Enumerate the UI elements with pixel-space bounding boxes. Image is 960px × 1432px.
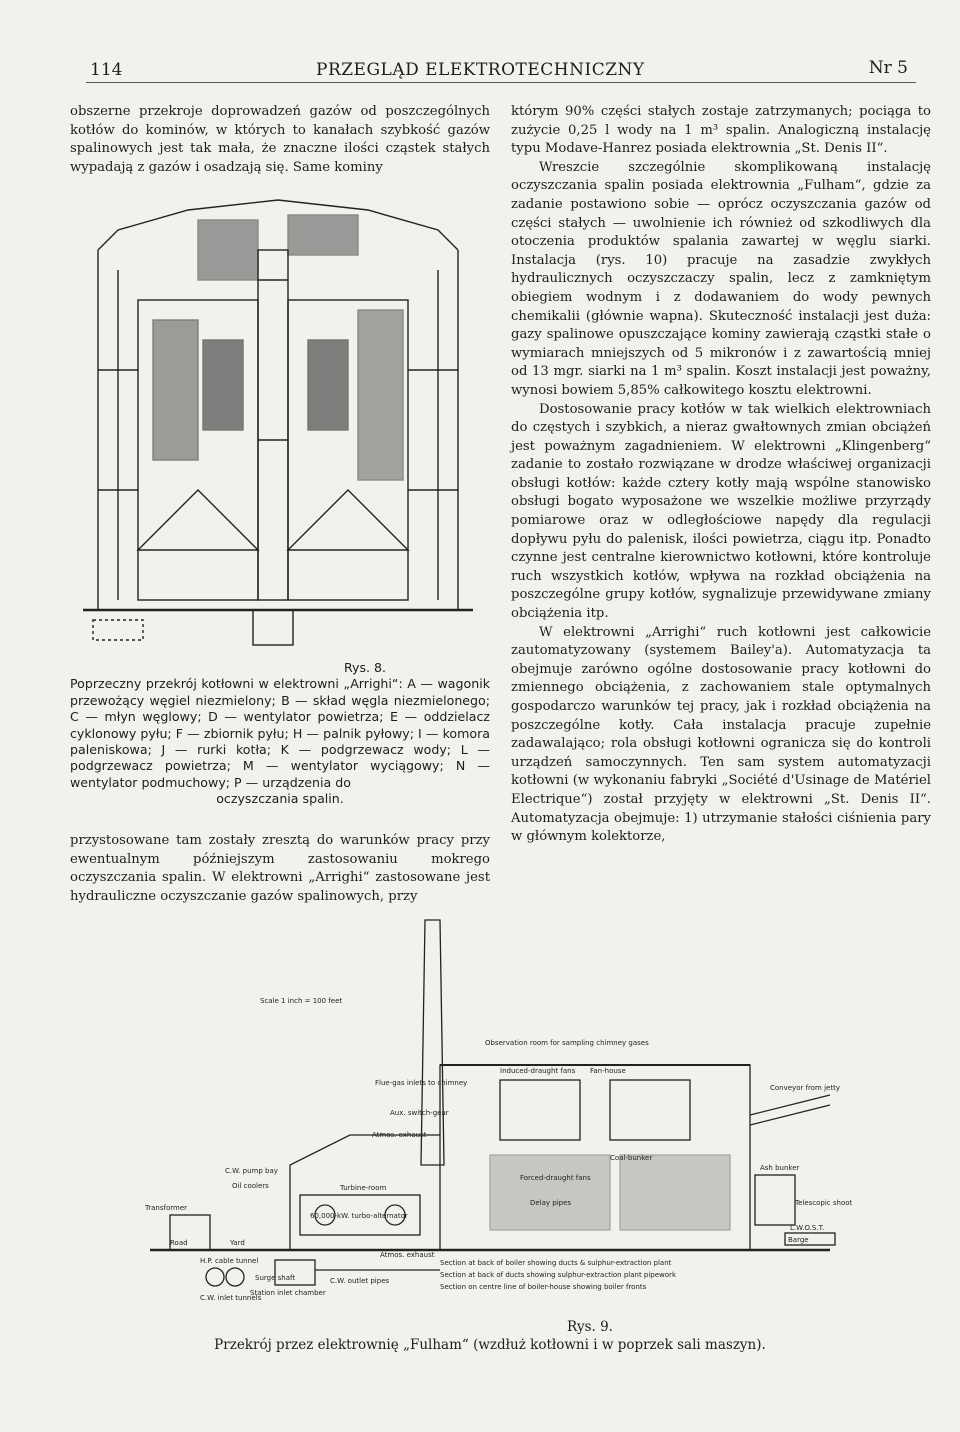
paragraph: W elektrowni „Arrighi“ ruch kotłowni jest całkowicie zautomatyzowany (systemem Bailey'a). Automatyzacja ta obejmuje zarówno ogólne dostosowanie pracy kotłowni do zmiennego obciążenia, z zachowaniem stale optymalnych gospodarczo warunków tej pracy, jak i rozkład obciążenia na poszczególne kotły. Cała instalacja pracuje zupełnie zadawalająco; rola obsługi kotłowni ogranicza się do kontroli urządzeń samoczynnych. Ten sam system automatyzacji kotłowni (w wykonaniu fabryki „Société d'Usinage de Matériel Electrique“) został przyjęty w elektrowni „St. Denis II“. Automatyzacja obejmuje: 1) utrzymanie stałości ciśnienia pary w głównym kolektorze, [511, 624, 931, 845]
fig9-label-flue: Flue-gas inlets to chimney [375, 1079, 468, 1087]
fig9-label-telescopic: Telescopic shoot [795, 1199, 853, 1207]
fig9-label-sec1: Section at back of boiler showing ducts & sulphur-extraction plant [440, 1259, 672, 1267]
fig9-label-atmos1: Atmos. exhaust [372, 1131, 427, 1139]
fig9-label-induced: Induced-draught fans [500, 1067, 576, 1075]
fig9-label-yard: Yard [230, 1239, 245, 1247]
fig9-label-atmos2: Atmos. exhaust [380, 1251, 435, 1259]
fig9-label-hp: H.P. cable tunnel [200, 1257, 259, 1265]
figure-9-caption-text: Przekrój przez elektrownię „Fulham“ (wzdłuż kotłowni i w poprzek sali maszyn). [214, 1337, 766, 1353]
fig9-label-aux: Aux. switch-gear [390, 1109, 449, 1117]
paragraph: obszerne przekroje doprowadzeń gazów od poszczególnych kotłów do kominów, w których to kanałach szybkość gazów spalinowych jest tak mała, że znaczne ilości cząstek stałych wypadają z gazów i osadzają się. Same kominy [70, 104, 490, 175]
fig9-label-cwoutlet: C.W. outlet pipes [330, 1277, 390, 1285]
fig9-label-oil: Oil coolers [232, 1182, 269, 1190]
fig9-label-transformer: Transformer [145, 1204, 188, 1212]
fig9-label-surge: Surge shaft [255, 1274, 296, 1282]
fig9-label-turbine: Turbine-room [340, 1184, 387, 1192]
figure-9-caption [140, 1318, 840, 1354]
fig9-label-delay: Delay pipes [530, 1199, 572, 1207]
fig9-label-sec3: Section on centre line of boiler-house showing boiler fronts [440, 1283, 647, 1291]
journal-title: PRZEGLĄD ELEKTROTECHNICZNY [316, 60, 645, 80]
fig9-label-ash: Ash bunker [760, 1164, 800, 1172]
fig9-label-coal: Coal-bunker [610, 1154, 653, 1162]
right-column [511, 103, 931, 847]
header-rule [86, 82, 916, 83]
fig9-label-sec2: Section at back of ducts showing sulphur-extraction plant pipework [440, 1271, 676, 1279]
figure-8-drawing [78, 190, 478, 660]
fig9-label-road: Road [170, 1239, 188, 1247]
fig9-label-cwinlet: C.W. inlet tunnels [200, 1294, 262, 1302]
paragraph: Wreszcie szczególnie skomplikowaną instalację oczyszczania spalin posiada elektrownia „Fulham“, gdzie za zadanie postawiono sobie — oprócz oczyszczania gazów od części stałych — uwolnienie ich również od szkodliwych dla otoczenia produktów spalania zawartej w węglu siarki. Instalacja (rys. 10) pracuje na zasadzie zwykłych hydraulicznych oczyszczaczy spalin, lecz z zamkniętym obiegiem wodnym i z dodawaniem do wody pewnych chemikalii (głównie wapna). Skuteczność instalacji jest duża: gazy spalinowe opuszczające kominy zawierają cząstki stałe o wymiarach mniejszych od 5 mikronów i z zawartością mniej od 13 mgr. siarki na 1 m³ spalin. Koszt instalacji jest poważny, wynosi bowiem 5,85% całkowitego kosztu elektrowni. [511, 159, 931, 398]
page-header [86, 58, 916, 84]
paragraph: przystosowane tam zostały zresztą do warunków pracy przy ewentualnym późniejszym zastosowaniu mokrego oczyszczania spalin. W elektrowni „Arrighi“ zastosowane jest hydrauliczne oczyszczanie gazów spalinowych, przy [70, 833, 490, 904]
fig9-label-lwost: L.W.O.S.T. [790, 1224, 825, 1232]
fig9-label-scale: Scale 1 inch = 100 feet [260, 997, 343, 1005]
fig9-label-observation: Observation room for sampling chimney gases [485, 1039, 649, 1047]
figure-8-caption-end: oczyszczania spalin. [216, 791, 344, 807]
fig9-label-barge: Barge [788, 1236, 809, 1244]
fig9-label-cwpump: C.W. pump bay [225, 1167, 278, 1175]
figure-9-drawing [140, 915, 853, 1315]
left-column-top [70, 103, 490, 177]
figure-9-label: Rys. 9. [567, 1319, 613, 1335]
fig9-label-conveyor: Conveyor from jetty [770, 1084, 840, 1092]
figure-8-caption-body: Poprzeczny przekrój kotłowni w elektrowni „Arrighi“: A — wagonik przewożący węgiel niezmielony; B — skład węgla niezmielonego; C — młyn węglowy; D — wentylator powietrza; E — oddzielacz cyklonowy pyłu; F — zbiornik pyłu; H — palnik pyłowy; I — komora paleniskowa; J — rurki kotła; K — podgrzewacz wody; L — podgrzewacz powietrza; M — wentylator wyciągowy; N — wentylator podmuchowy; P — urządzenia do [70, 676, 490, 790]
paragraph: którym 90% części stałych zostaje zatrzymanych; pociąga to zużycie 0,25 l wody na 1 m³ spalin. Analogiczną instalację typu Modave-Hanrez posiada elektrownia „St. Denis II“. [511, 104, 931, 157]
figure-8-caption [70, 660, 490, 808]
page-number: 114 [90, 60, 123, 80]
left-column-bottom [70, 832, 490, 906]
paragraph: Dostosowanie pracy kotłów w tak wielkich elektrowniach do częstych i szybkich, a nieraz gwałtownych zmian obciążeń jest poważnym zagadnieniem. W elektrowni „Klingenberg“ zadanie to zostało rozwiązane w drodze właściwej organizacji obsługi kotłów: każde cztery kotły mają wspólne stanowisko obsługi bogato wyposażone we wszelkie możliwe przyrządy pomiarowe oraz w odległościowe napędy dla regulacji dopływu pyłu do palenisk, ilości powietrza, ciągu itp. Ponadto czynne jest centralne kierownictwo kotłowni, które kontroluje ruch wszystkich kotłów, wpływa na rozkład obciążenia na poszczególne grupy kotłów, sygnalizuje przewidywane zmiany obciążenia itp. [511, 401, 931, 622]
fig9-label-alternator: 60,000-kW. turbo-alternator [310, 1212, 408, 1220]
fig9-label-fanhouse: Fan-house [590, 1067, 626, 1075]
fig9-label-station: Station inlet chamber [250, 1289, 326, 1297]
figure-8-label: Rys. 8. [343, 660, 387, 675]
fig9-label-forced: Forced-draught fans [520, 1174, 591, 1182]
issue-number: Nr 5 [868, 58, 908, 78]
